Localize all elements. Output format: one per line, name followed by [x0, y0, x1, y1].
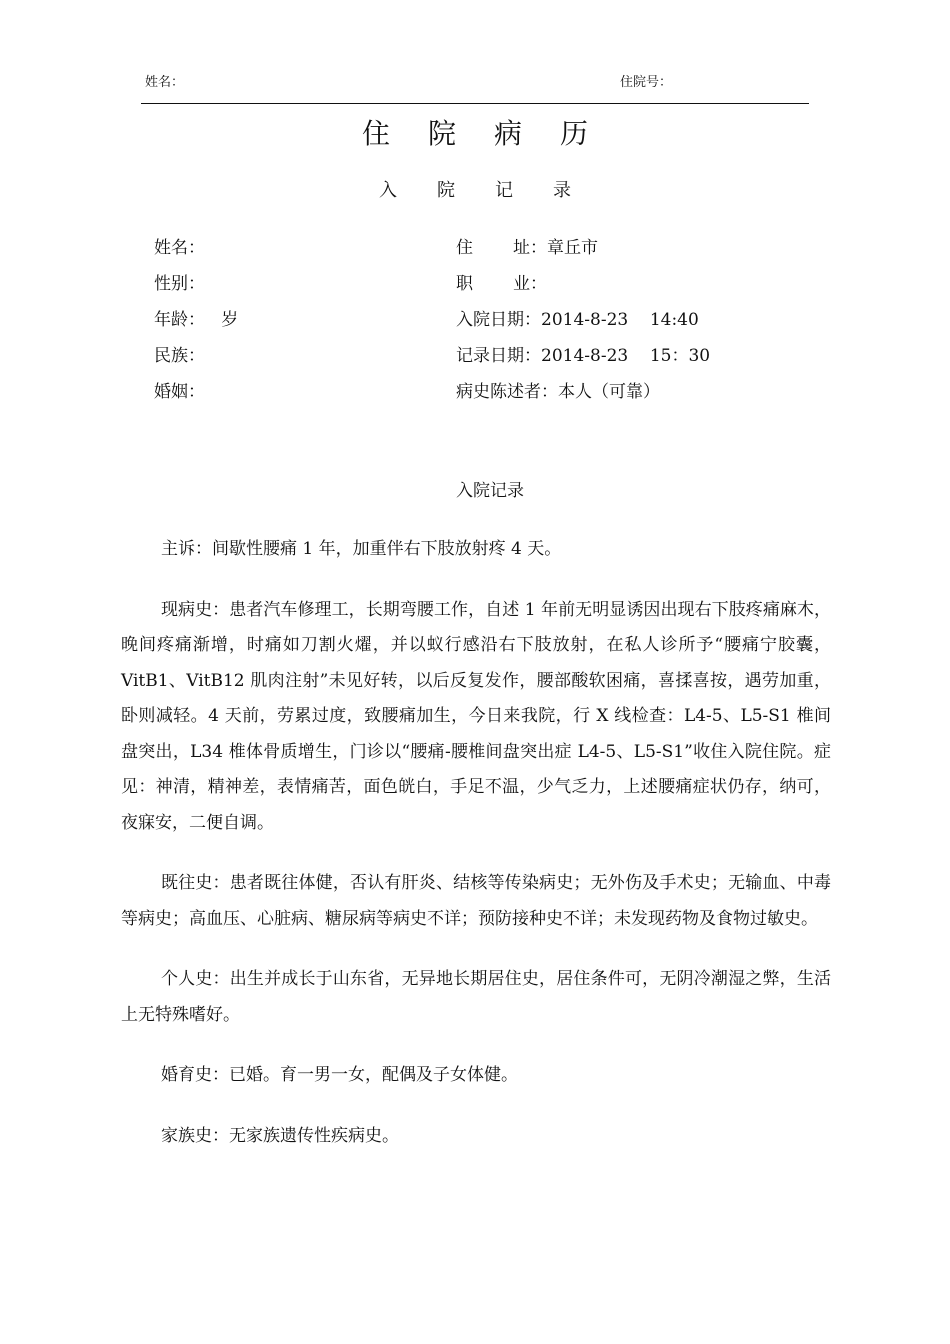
field-occupation-label-a: 职	[456, 274, 473, 294]
paragraph-gap	[121, 937, 831, 962]
paragraph-personal-history: 个人史：出生并成长于山东省，无异地长期居住史，居住条件可，无阴冷潮湿之弊，生活上无特殊嗜好。	[121, 969, 831, 1025]
field-age: 年龄： 岁	[154, 310, 239, 330]
paragraph-present-illness: 现病史：患者汽车修理工，长期弯腰工作，自述 1 年前无明显诱因出现右下肢疼痛麻木，晚间疼痛渐增，时痛如刀割火燿，并以蚁行感沿右下肢放射，在私人诊所予“腰痛宁胶囊，VitB1、VitB12 肌肉注射”未见好转，以后反复发作，腰部酸软困痛，喜揉喜按，遇劳加重，卧则减轻。4 天前，劳累过度，致腰痛加生，今日来我院，行 X 线检查：L4-5、L5-S1 椎间盘突出，L34 椎体骨质增生，门诊以“腰痛-腰椎间盘突出症 L4-5、L5-S1”收住入院住院。症见：神清，精神差，表情痛苦，面色㿠白，手足不温，少气乏力，上述腰痛症状仍存，纳可，夜寐安，二便自调。	[121, 599, 831, 833]
paragraph-gap	[121, 1033, 831, 1058]
page-subtitle: 入院记录	[379, 180, 611, 201]
section-title-admission-record: 入院记录	[456, 481, 524, 501]
field-admission-date: 入院日期：2014-8-23 14:40	[456, 310, 699, 330]
field-address	[456, 236, 710, 272]
field-historian: 病史陈述者：本人（可靠）	[456, 382, 660, 402]
paragraph-gap	[121, 841, 831, 866]
page-title: 住院病历	[361, 117, 626, 150]
header-name-label: 姓名：	[145, 75, 185, 90]
patient-info-right	[456, 236, 710, 416]
paragraph-chief-complaint: 主诉：间歇性腰痛 1 年，加重伴右下肢放射疼 4 天。	[161, 539, 562, 559]
record-body	[121, 532, 831, 1154]
header-inpatient-no-label: 住院号：	[620, 75, 673, 90]
header-divider	[141, 103, 809, 104]
field-occupation	[456, 272, 710, 308]
paragraph-gap	[121, 1094, 831, 1119]
paragraph-gap	[121, 568, 831, 593]
field-record-date: 记录日期：2014-8-23 15：30	[456, 346, 711, 366]
paragraph-marital-history: 婚育史：已婚。育一男一女，配偶及子女体健。	[161, 1065, 518, 1085]
field-address-label-a: 住	[456, 238, 473, 258]
field-address-label-b: 址：章丘市	[513, 238, 598, 258]
field-occupation-label-b: 业：	[513, 274, 547, 294]
paragraph-past-history: 既往史：患者既往体健，否认有肝炎、结核等传染病史；无外伤及手术史；无输血、中毒等病史；高血压、心脏病、糖尿病等病史不详；预防接种史不详；未发现药物及食物过敏史。	[121, 873, 831, 929]
patient-info-left	[154, 236, 238, 416]
paragraph-family-history: 家族史：无家族遗传性疾病史。	[161, 1125, 399, 1146]
field-ethnicity: 民族：	[154, 346, 205, 366]
field-marriage: 婚姻：	[154, 382, 205, 402]
field-name: 姓名：	[154, 238, 205, 258]
field-gender: 性别：	[154, 274, 205, 294]
